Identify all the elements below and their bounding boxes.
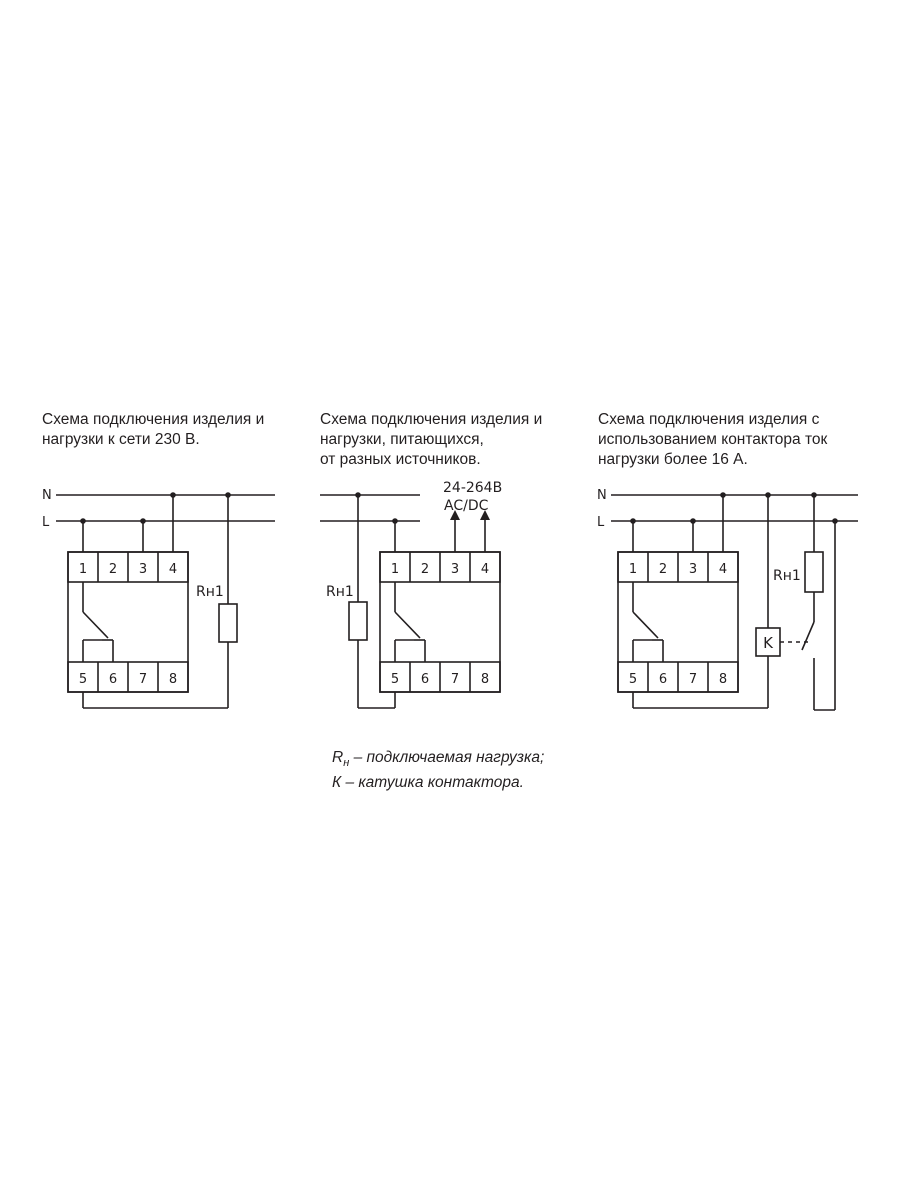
- scheme1-relay-switch: [83, 582, 113, 662]
- scheme3-terminal-7: 7: [688, 672, 698, 687]
- scheme1-terminal-6: 6: [108, 672, 118, 687]
- scheme3-relay-switch: [633, 582, 663, 662]
- scheme1-n-label: N: [42, 488, 52, 503]
- scheme1-terminal-3: 3: [138, 562, 148, 577]
- scheme1-l-label: L: [42, 515, 50, 530]
- scheme2-terminal-2: 2: [420, 562, 430, 577]
- scheme2-relay-switch: [395, 582, 425, 662]
- scheme3-load-resistor: [805, 552, 823, 592]
- scheme2-caption: Схема подключения изделия и нагрузки, питающихся, от разных источников.: [320, 411, 543, 468]
- scheme1-terminal-1: 1: [78, 562, 88, 577]
- scheme3-caption: Схема подключения изделия с использованием контактора ток нагрузки более 16 А.: [598, 411, 828, 468]
- scheme3-terminal-1: 1: [628, 562, 638, 577]
- scheme3-contactor-switch: [802, 622, 814, 650]
- scheme3: [597, 488, 858, 710]
- scheme1-terminal-4: 4: [168, 562, 178, 577]
- legend-line-load: [332, 748, 544, 773]
- legend-line-contactor: К – катушка контактора.: [332, 774, 524, 792]
- scheme2-supply-type: AC/DC: [444, 498, 489, 514]
- scheme2-terminal-6: 6: [420, 672, 430, 687]
- scheme2-supply-voltage: 24-264В: [443, 480, 503, 496]
- scheme1-load-resistor: [219, 604, 237, 642]
- scheme3-terminal-6: 6: [658, 672, 668, 687]
- scheme3-load-label: Rн1: [773, 568, 801, 584]
- scheme2-terminal-4: 4: [480, 562, 490, 577]
- scheme2-load-label: Rн1: [326, 584, 354, 600]
- scheme1-terminal-7: 7: [138, 672, 148, 687]
- scheme1-terminal-8: 8: [168, 672, 178, 687]
- scheme2-terminal-1: 1: [390, 562, 400, 577]
- legend: [332, 748, 544, 793]
- scheme3-terminal-4: 4: [718, 562, 728, 577]
- scheme2: [320, 480, 502, 708]
- scheme3-terminal-2: 2: [658, 562, 668, 577]
- scheme3-contactor-label: K: [763, 634, 773, 652]
- scheme2-terminal-5: 5: [390, 672, 400, 687]
- scheme3-terminal-3: 3: [688, 562, 698, 577]
- scheme3-terminal-8: 8: [718, 672, 728, 687]
- scheme1-terminal-2: 2: [108, 562, 118, 577]
- scheme2-terminal-8: 8: [480, 672, 490, 687]
- scheme1: [42, 488, 275, 708]
- scheme2-load-resistor: [349, 602, 367, 640]
- scheme1-terminal-5: 5: [78, 672, 88, 687]
- legend-load-symbol: R: [332, 749, 344, 766]
- scheme1-load-label: Rн1: [196, 584, 224, 600]
- scheme2-terminal-3: 3: [450, 562, 460, 577]
- scheme2-terminal-7: 7: [450, 672, 460, 687]
- scheme3-l-label: L: [597, 515, 605, 530]
- scheme1-caption: Схема подключения изделия и нагрузки к сети 230 В.: [42, 411, 265, 448]
- legend-load-subscript: н: [343, 757, 350, 770]
- scheme3-n-label: N: [597, 488, 607, 503]
- scheme3-terminal-5: 5: [628, 672, 638, 687]
- legend-load-text: – подключаемая нагрузка;: [349, 749, 545, 766]
